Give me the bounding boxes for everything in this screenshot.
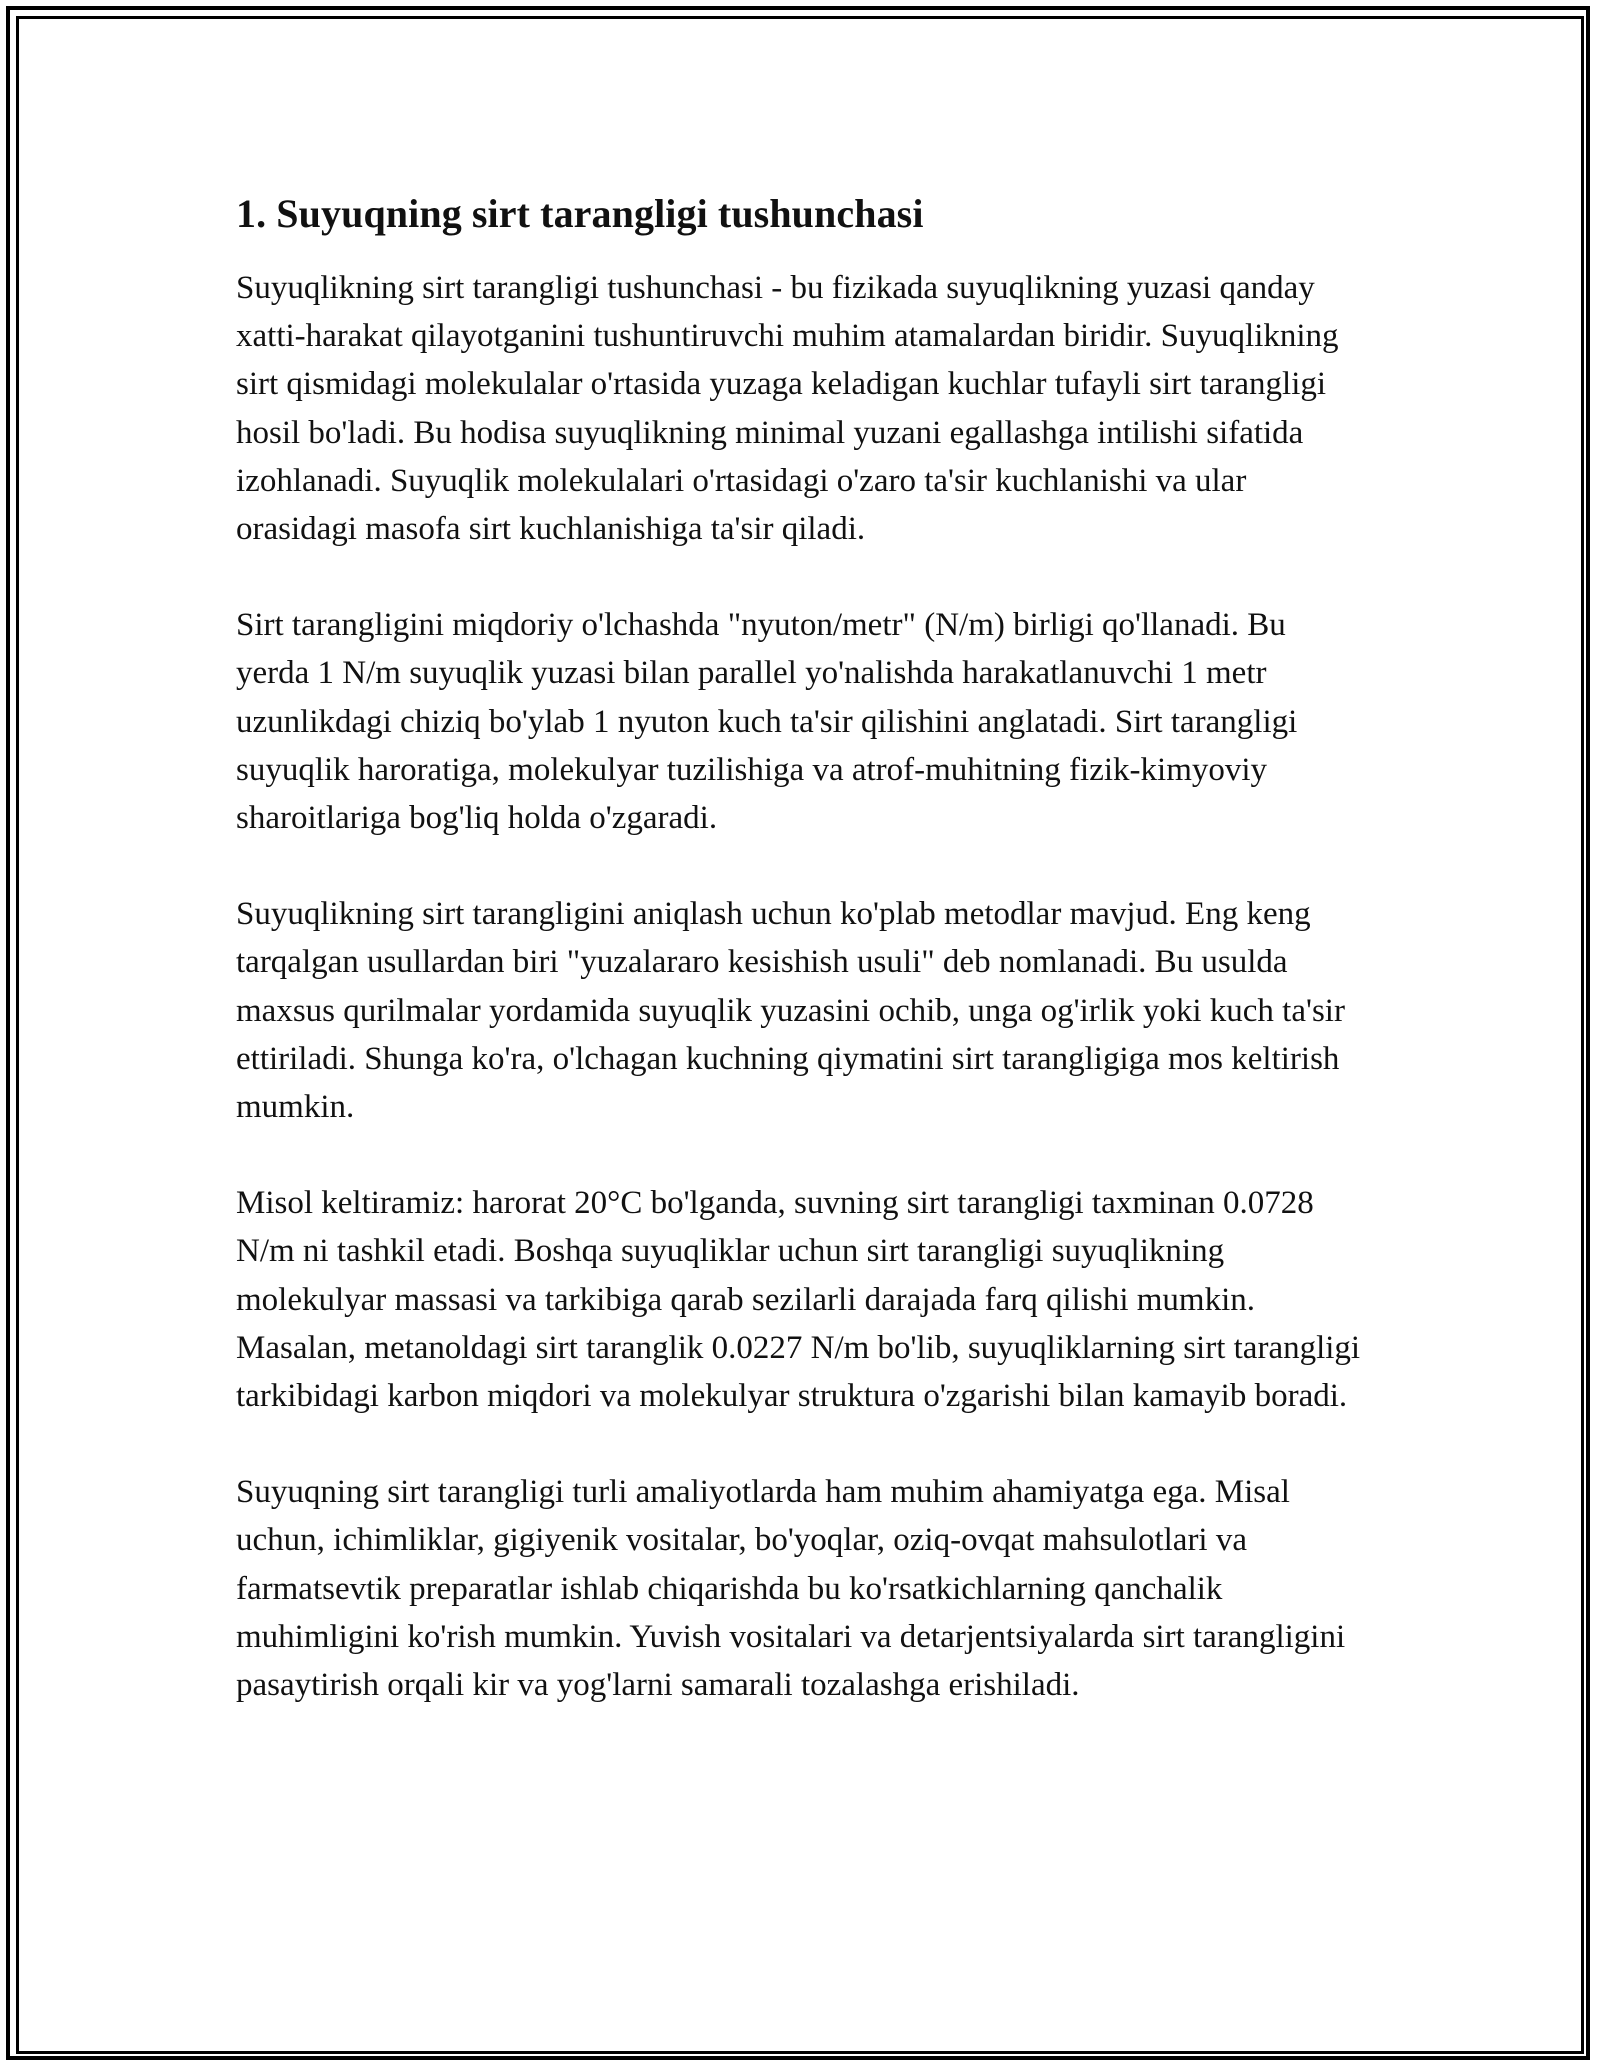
paragraph-3: Suyuqlikning sirt tarangligini aniqlash uchun ko'plab metodlar mavjud. Eng keng tarqalgan usullardan biri "yuzalararo kesishish usuli" deb nomlanadi. Bu usulda maxsus qurilmalar yordamida suyuqlik yuzasini ochib, unga og'irlik yoki kuch ta'sir ettiriladi. Shunga ko'ra, o'lchagan kuchning qiymatini sirt tarangligiga mos keltirish mumkin. [236,896,1345,1126]
paragraph-2: Sirt tarangligini miqdoriy o'lchashda "nyuton/metr" (N/m) birligi qo'llanadi. Bu yerda 1 N/m suyuqlik yuzasi bilan parallel yo'nalishda harakatlanuvchi 1 metr uzunlikdagi chiziq bo'ylab 1 nyuton kuch ta'sir qilishini anglatadi. Sirt tarangligi suyuqlik haroratiga, molekulyar tuzilishiga va atrof-muhitning fizik-kimyoviy sharoitlariga bog'liq holda o'zgaradi. [236,607,1298,837]
section-heading: 1. Suyuqning sirt tarangligi tushunchasi [236,191,924,236]
document-body [236,188,1366,1757]
paragraph-5: Suyuqning sirt tarangligi turli amaliyotlarda ham muhim ahamiyatga ega. Misal uchun, ichimliklar, gigiyenik vositalar, bo'yoqlar, oziq-ovqat mahsulotlari va farmatsevtik preparatlar ishlab chiqarishda bu ko'rsatkichlarning qanchalik muhimligini ko'rish mumkin. Yuvish vositalari va detarjentsiyalarda sirt tarangligini pasaytirish orqali kir va yog'larni samarali tozalashga erishiladi. [236,1474,1346,1704]
paragraph-1: Suyuqlikning sirt tarangligi tushunchasi - bu fizikada suyuqlikning yuzasi qanday xatti-harakat qilayotganini tushuntiruvchi muhim atamalardan biridir. Suyuqlikning sirt qismidagi molekulalar o'rtasida yuzaga keladigan kuchlar tufayli sirt tarangligi hosil bo'ladi. Bu hodisa suyuqlikning minimal yuzani egallashga intilishi sifatida izohlanadi. Suyuqlik molekulalari o'rtasidagi o'zaro ta'sir kuchlanishi va ular orasidagi masofa sirt kuchlanishiga ta'sir qiladi. [236,270,1339,548]
paragraph-4: Misol keltiramiz: harorat 20°C bo'lganda, suvning sirt tarangligi taxminan 0.0728 N/m ni tashkil etadi. Boshqa suyuqliklar uchun sirt tarangligi suyuqlikning molekulyar massasi va tarkibiga qarab sezilarli darajada farq qilishi mumkin. Masalan, metanoldagi sirt taranglik 0.0227 N/m bo'lib, suyuqliklarning sirt tarangligi tarkibidagi karbon miqdori va molekulyar struktura o'zgarishi bilan kamayib boradi. [236,1185,1361,1415]
